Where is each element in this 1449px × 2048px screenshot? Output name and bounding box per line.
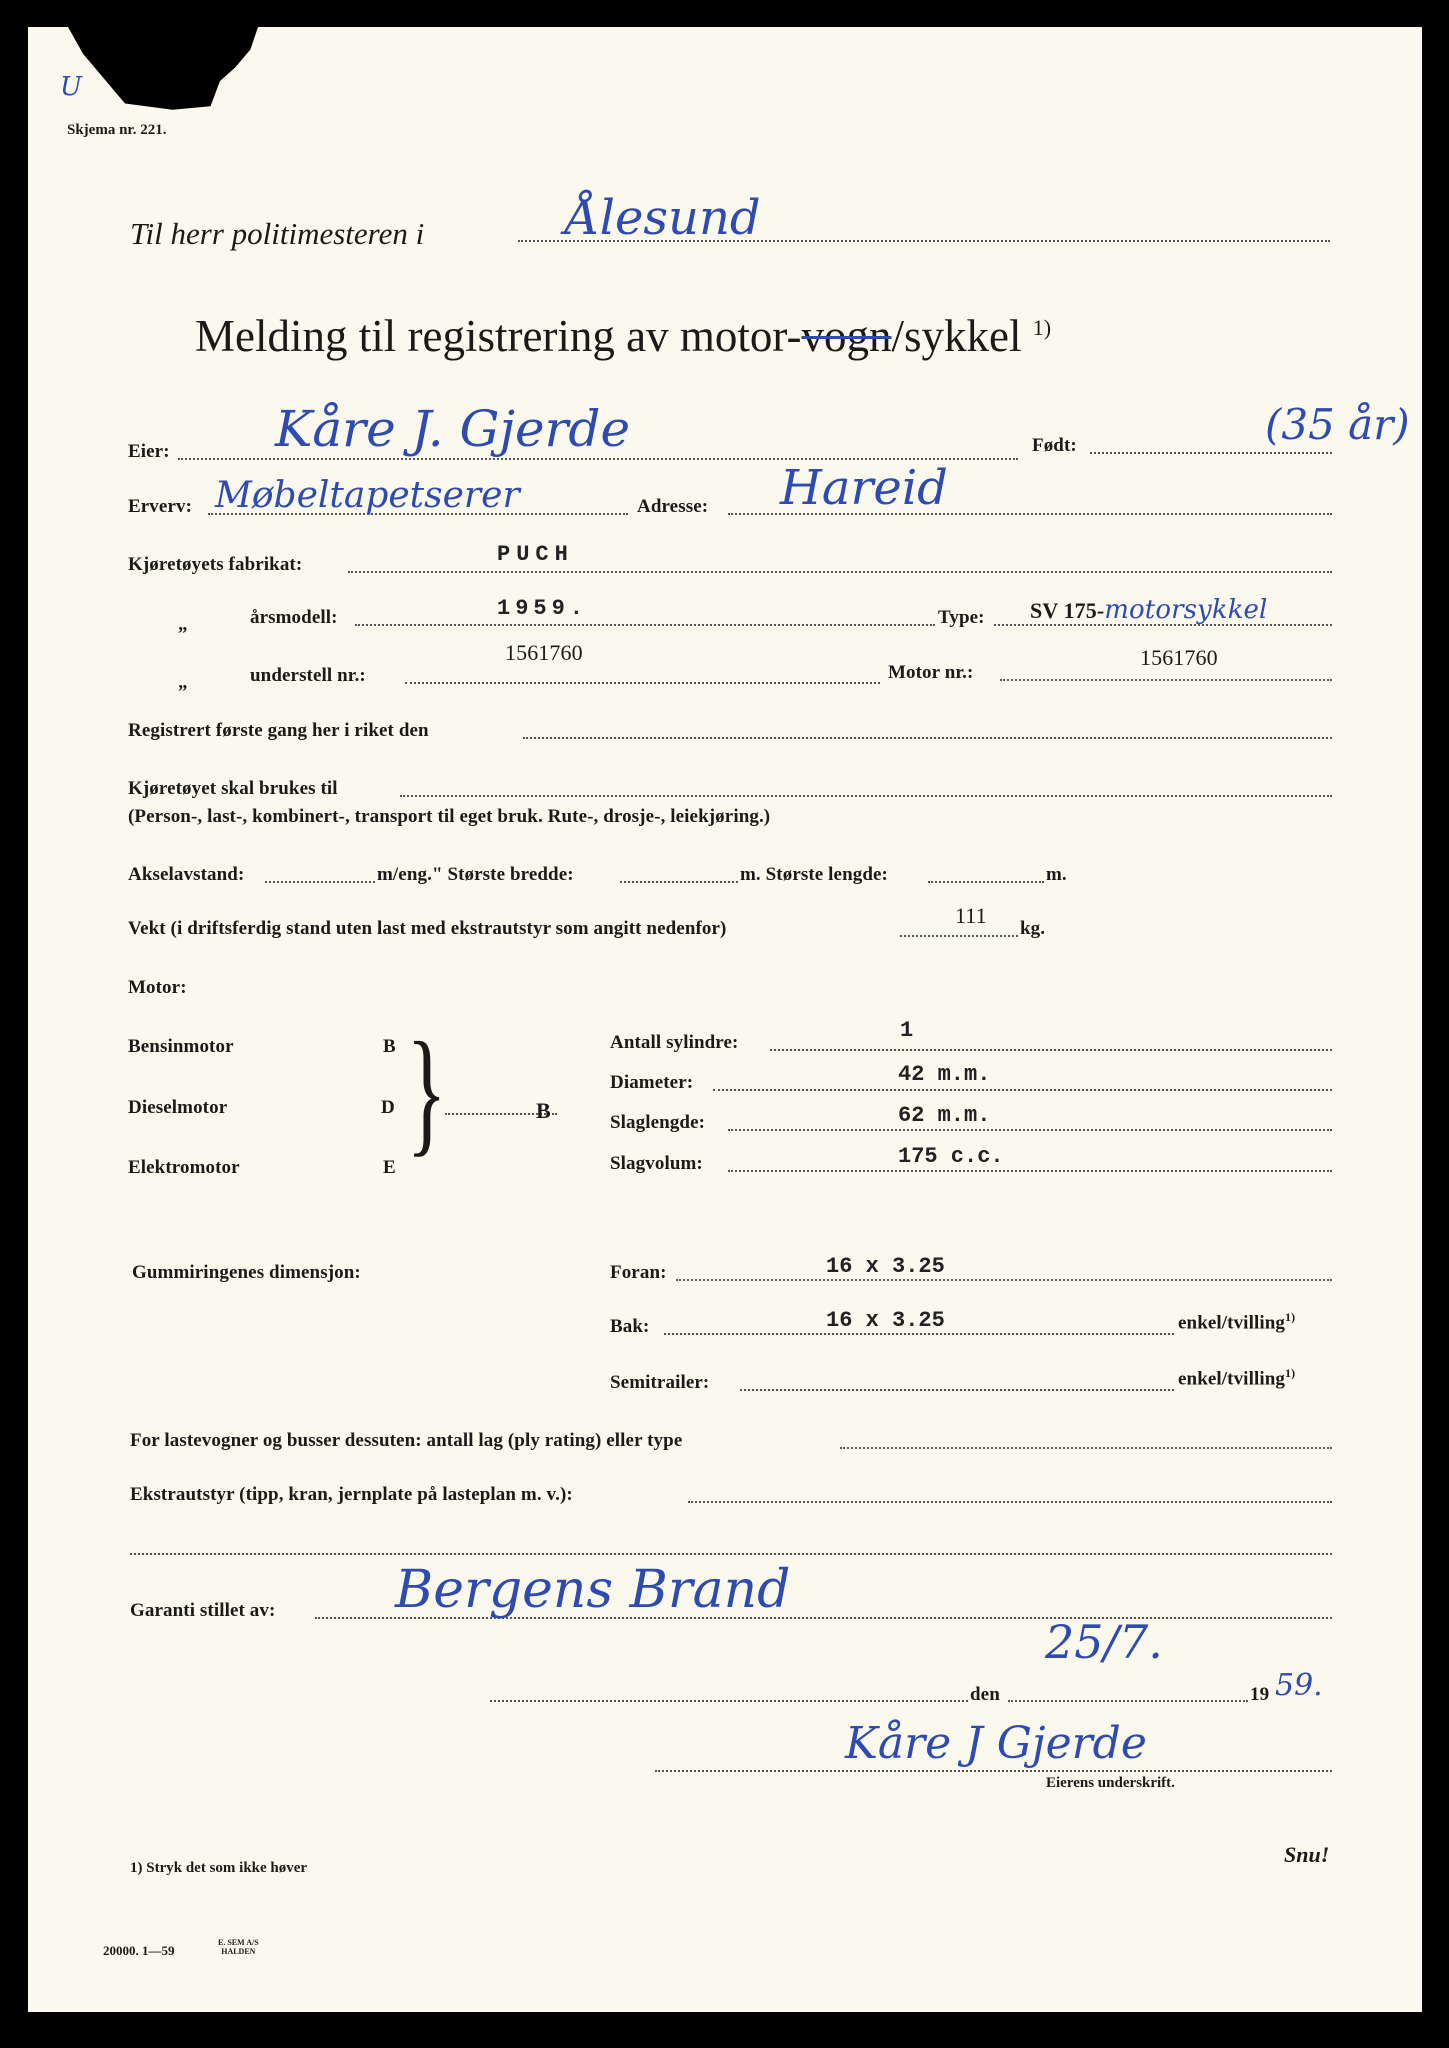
den-label: den [970, 1684, 1000, 1705]
spec-label-slagvolum: Slagvolum: [610, 1153, 703, 1174]
semitrailer-suffix: enkel/tvilling [1178, 1368, 1285, 1390]
bak-line [664, 1333, 1174, 1335]
semitrailer-label: Semitrailer: [610, 1372, 710, 1393]
vekt-label: Vekt (i driftsferdig stand uten last med ekstrautstyr som angitt nedenfor) [128, 918, 727, 939]
addressee-label: Til herr politimesteren i [130, 216, 425, 251]
spec-line [728, 1170, 1332, 1172]
garanti-label: Garanti stillet av: [130, 1600, 276, 1621]
fodt-line [1090, 452, 1332, 454]
bak-field[interactable]: 16 x 3.25 [826, 1308, 945, 1333]
motor-type-field[interactable]: B [536, 1098, 551, 1123]
type-field[interactable] [1030, 595, 1267, 625]
motor-nr-label: Motor nr.: [888, 662, 974, 683]
page-title [195, 310, 1051, 362]
arsmodell-label: årsmodell: [250, 607, 338, 628]
understell-field[interactable]: 1561760 [505, 640, 583, 665]
fabrikat-field[interactable]: PUCH [497, 542, 574, 567]
corner-mark: U [60, 72, 82, 102]
registrert-label: Registrert første gang her i riket den [128, 720, 429, 741]
lengde-field[interactable] [928, 881, 1044, 883]
vekt-unit: kg. [1020, 918, 1046, 939]
arsmodell-field[interactable]: 1959. [497, 596, 589, 621]
adresse-field[interactable]: Hareid [780, 460, 948, 516]
vekt-field[interactable]: 111 [955, 903, 987, 928]
erverv-field[interactable]: Møbeltapetserer [215, 475, 520, 516]
semitrailer-field[interactable] [740, 1389, 1174, 1391]
spec-value-diameter[interactable]: 42 m.m. [898, 1062, 991, 1087]
place-field[interactable] [490, 1700, 968, 1702]
brukes-field[interactable] [400, 795, 1332, 797]
ekstrautstyr-field-2[interactable] [130, 1553, 1332, 1555]
printer-line-2: HALDEN [221, 1947, 256, 1956]
title-footnote-ref: 1) [1032, 315, 1052, 340]
understell-line [405, 682, 880, 684]
fabrikat-line [348, 571, 1332, 573]
ditto-mark: „ [178, 614, 188, 635]
date-field[interactable]: 25/7. [1045, 1615, 1163, 1669]
ekstrautstyr-field[interactable] [688, 1501, 1332, 1503]
fodt-label: Født: [1032, 435, 1077, 456]
foran-field[interactable]: 16 x 3.25 [826, 1254, 945, 1279]
form-number: Skjema nr. 221. [67, 122, 167, 138]
ply-label: For lastevogner og busser dessuten: antall lag (ply rating) eller type [130, 1430, 683, 1451]
foran-label: Foran: [610, 1262, 667, 1283]
registrert-field[interactable] [523, 737, 1332, 739]
ditto-mark: „ [178, 672, 188, 693]
lengde-unit: m. [1046, 864, 1067, 885]
tires-heading: Gummiringenes dimensjon: [132, 1262, 361, 1283]
spec-value-sylindre[interactable]: 1 [900, 1018, 914, 1043]
bak-suffix: enkel/tvilling [1178, 1312, 1285, 1334]
printer-line-1: E. SEM A/S [218, 1938, 259, 1947]
bak-enkel-tvilling [1178, 1310, 1295, 1334]
spec-label-sylindre: Antall sylindre: [610, 1032, 739, 1053]
adresse-label: Adresse: [637, 496, 709, 517]
foran-line [676, 1279, 1332, 1281]
year-prefix: 19 [1250, 1684, 1270, 1705]
bredde-field[interactable] [620, 881, 738, 883]
understell-label: understell nr.: [250, 665, 366, 686]
bredde-label: m/eng." Største bredde: [377, 864, 574, 885]
spec-line [713, 1089, 1332, 1091]
addressee-field[interactable]: Ålesund [565, 190, 761, 246]
fabrikat-label: Kjøretøyets fabrikat: [128, 554, 303, 575]
motor-nr-line [1000, 679, 1332, 681]
ply-field[interactable] [840, 1447, 1332, 1449]
bak-label: Bak: [610, 1316, 650, 1337]
akselavstand-label: Akselavstand: [128, 864, 245, 885]
erverv-label: Erverv: [128, 496, 192, 517]
akselavstand-field[interactable] [265, 881, 375, 883]
signature-line [655, 1770, 1332, 1772]
spec-value-slaglengde[interactable]: 62 m.m. [898, 1103, 991, 1128]
motor-nr-field[interactable]: 1561760 [1140, 645, 1218, 670]
semitrailer-enkel-tvilling [1178, 1366, 1295, 1390]
spec-line [728, 1129, 1332, 1131]
type-label: Type: [938, 607, 985, 628]
title-prefix: Melding til registrering av motor- [195, 311, 802, 361]
garanti-field[interactable]: Bergens Brand [395, 1560, 791, 1620]
footnote: 1) Stryk det som ikke høver [130, 1860, 308, 1876]
type-handwritten: motorsykkel [1104, 595, 1268, 625]
motor-type-elektro: Elektromotor [128, 1157, 240, 1178]
ekstrautstyr-label: Ekstrautstyr (tipp, kran, jernplate på lasteplan m. v.): [130, 1484, 573, 1505]
date-line [1008, 1700, 1248, 1702]
motor-type-bensin: Bensinmotor [128, 1036, 234, 1057]
eier-label: Eier: [128, 441, 170, 462]
torn-corner [68, 27, 258, 117]
fodt-field[interactable]: (35 år) [1265, 400, 1410, 449]
printer-imprint [218, 1938, 259, 1956]
print-info: 20000. 1—59 [103, 1943, 175, 1958]
motor-code-e: E [383, 1157, 396, 1178]
brukes-label: Kjøretøyet skal brukes til [128, 778, 338, 799]
brukes-hint: (Person-, last-, kombinert-, transport til eget bruk. Rute-, drosje-, leiekjøring.) [128, 806, 771, 827]
vekt-line [900, 935, 1018, 937]
spec-label-slaglengde: Slaglengde: [610, 1112, 706, 1133]
motor-code-b: B [383, 1036, 396, 1057]
arsmodell-line [355, 624, 935, 626]
spec-line [770, 1049, 1332, 1051]
signature-caption: Eierens underskrift. [1046, 1775, 1175, 1791]
motor-code-d: D [381, 1097, 395, 1118]
turn-over-note: Snu! [1284, 1842, 1330, 1867]
footnote-ref: 1) [1284, 1310, 1296, 1324]
signature-field[interactable]: Kåre J Gjerde [845, 1718, 1147, 1769]
brace-icon: } [406, 1014, 447, 1169]
type-typed: SV 175- [1030, 598, 1105, 623]
title-struck: vogn [801, 311, 892, 361]
motor-heading: Motor: [128, 977, 187, 998]
footnote-ref: 1) [1284, 1366, 1296, 1380]
spec-value-slagvolum[interactable]: 175 c.c. [898, 1144, 1004, 1169]
motor-type-diesel: Dieselmotor [128, 1097, 228, 1118]
eier-field[interactable]: Kåre J. Gjerde [275, 400, 631, 458]
spec-label-diameter: Diameter: [610, 1072, 694, 1093]
year-field[interactable]: 59. [1275, 1668, 1323, 1703]
title-suffix: /sykkel [891, 311, 1022, 361]
lengde-label: m. Største lengde: [740, 864, 888, 885]
